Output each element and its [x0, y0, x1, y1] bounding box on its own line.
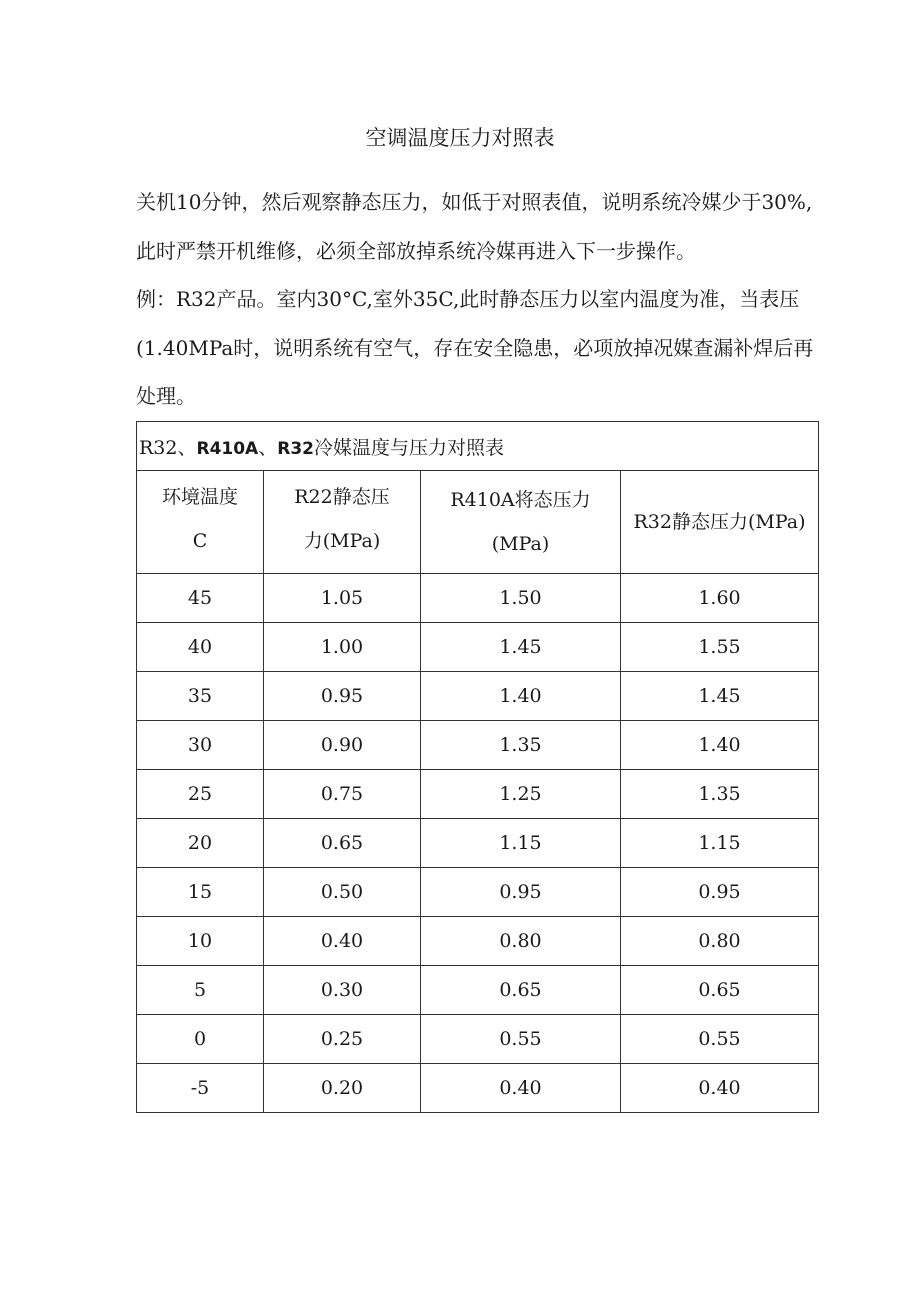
- table-cell: 0.40: [621, 1064, 819, 1113]
- caption-part: R410A: [196, 438, 259, 459]
- table-cell: 1.15: [421, 819, 621, 868]
- table-cell: 25: [137, 770, 264, 819]
- table-cell: 0.95: [264, 672, 421, 721]
- table-row: [137, 574, 819, 623]
- table-cell: 0.65: [421, 966, 621, 1015]
- table-cell: 0.40: [264, 917, 421, 966]
- table-cell: 1.40: [421, 672, 621, 721]
- table-row: [137, 868, 819, 917]
- table-body: [137, 574, 819, 1113]
- caption-part: R32: [277, 438, 314, 459]
- caption-part: R32、: [139, 436, 197, 459]
- table-row: [137, 672, 819, 721]
- table-cell: 0.30: [264, 966, 421, 1015]
- table-cell: 5: [137, 966, 264, 1015]
- header-r32-pressure: [621, 471, 819, 574]
- header-r22-pressure: [264, 471, 421, 574]
- table-cell: 1.45: [421, 623, 621, 672]
- table-cell: 0.95: [621, 868, 819, 917]
- table-cell: 0.50: [264, 868, 421, 917]
- table-cell: 0.20: [264, 1064, 421, 1113]
- table-row: [137, 1015, 819, 1064]
- pressure-reference-table: [136, 421, 819, 1113]
- table-cell: 1.50: [421, 574, 621, 623]
- header-ambient-temp: [137, 471, 264, 574]
- table-row: [137, 917, 819, 966]
- header-line: R32静态压力(MPa): [633, 511, 806, 533]
- table-cell: 0.55: [421, 1015, 621, 1064]
- body-text: [136, 178, 820, 421]
- table-cell: 0.40: [421, 1064, 621, 1113]
- table-cell: 0.90: [264, 721, 421, 770]
- table-cell: 1.00: [264, 623, 421, 672]
- header-line: R410A将态压力: [450, 489, 591, 511]
- table-row: [137, 819, 819, 868]
- table-caption: [137, 422, 819, 471]
- table-cell: 1.45: [621, 672, 819, 721]
- table-cell: 0.65: [621, 966, 819, 1015]
- paragraph-instruction: 关机10分钟，然后观察静态压力，如低于对照表值，说明系统冷媒少于30%,此时严禁开机维修，必须全部放掉系统冷媒再进入下一步操作。: [136, 190, 813, 263]
- table-cell: 1.40: [621, 721, 819, 770]
- table-cell: 0.95: [421, 868, 621, 917]
- header-line: 环境温度: [161, 486, 238, 508]
- caption-part: 、: [258, 436, 278, 459]
- table-header-row: [137, 471, 819, 574]
- table-row: [137, 770, 819, 819]
- table-cell: 0.55: [621, 1015, 819, 1064]
- table-row: [137, 721, 819, 770]
- table-row: [137, 623, 819, 672]
- table-cell: 0.80: [621, 917, 819, 966]
- table-cell: 0.65: [264, 819, 421, 868]
- paragraph-example: 例：R32产品。室内30°C,室外35C,此时静态压力以室内温度为准，当表压(1.40MPa时，说明系统有空气，存在安全隐患，必项放掉况媒查漏补焊后再处理。: [136, 287, 814, 408]
- table-cell: 0: [137, 1015, 264, 1064]
- table-cell: 0.80: [421, 917, 621, 966]
- table-cell: 0.25: [264, 1015, 421, 1064]
- table-cell: 1.55: [621, 623, 819, 672]
- table-cell: 10: [137, 917, 264, 966]
- table-cell: 30: [137, 721, 264, 770]
- table-cell: 20: [137, 819, 264, 868]
- header-line: 力(MPa): [303, 530, 381, 552]
- table-cell: 0.75: [264, 770, 421, 819]
- table-cell: 45: [137, 574, 264, 623]
- page-title: 空调温度压力对照表: [365, 126, 555, 150]
- table-cell: 1.60: [621, 574, 819, 623]
- caption-part: 冷媒温度与压力对照表: [313, 436, 504, 459]
- header-r410a-pressure: [421, 471, 621, 574]
- table-cell: 15: [137, 868, 264, 917]
- table-cell: 1.25: [421, 770, 621, 819]
- table-caption-row: [137, 422, 819, 471]
- table-cell: 40: [137, 623, 264, 672]
- header-line: (MPa): [491, 533, 550, 555]
- header-line: C: [192, 530, 208, 552]
- table-row: [137, 966, 819, 1015]
- header-line: R22静态压: [294, 486, 390, 508]
- table-cell: 1.35: [621, 770, 819, 819]
- table-cell: 35: [137, 672, 264, 721]
- table-cell: 1.35: [421, 721, 621, 770]
- table-cell: -5: [137, 1064, 264, 1113]
- table-row: [137, 1064, 819, 1113]
- table-cell: 1.05: [264, 574, 421, 623]
- table-cell: 1.15: [621, 819, 819, 868]
